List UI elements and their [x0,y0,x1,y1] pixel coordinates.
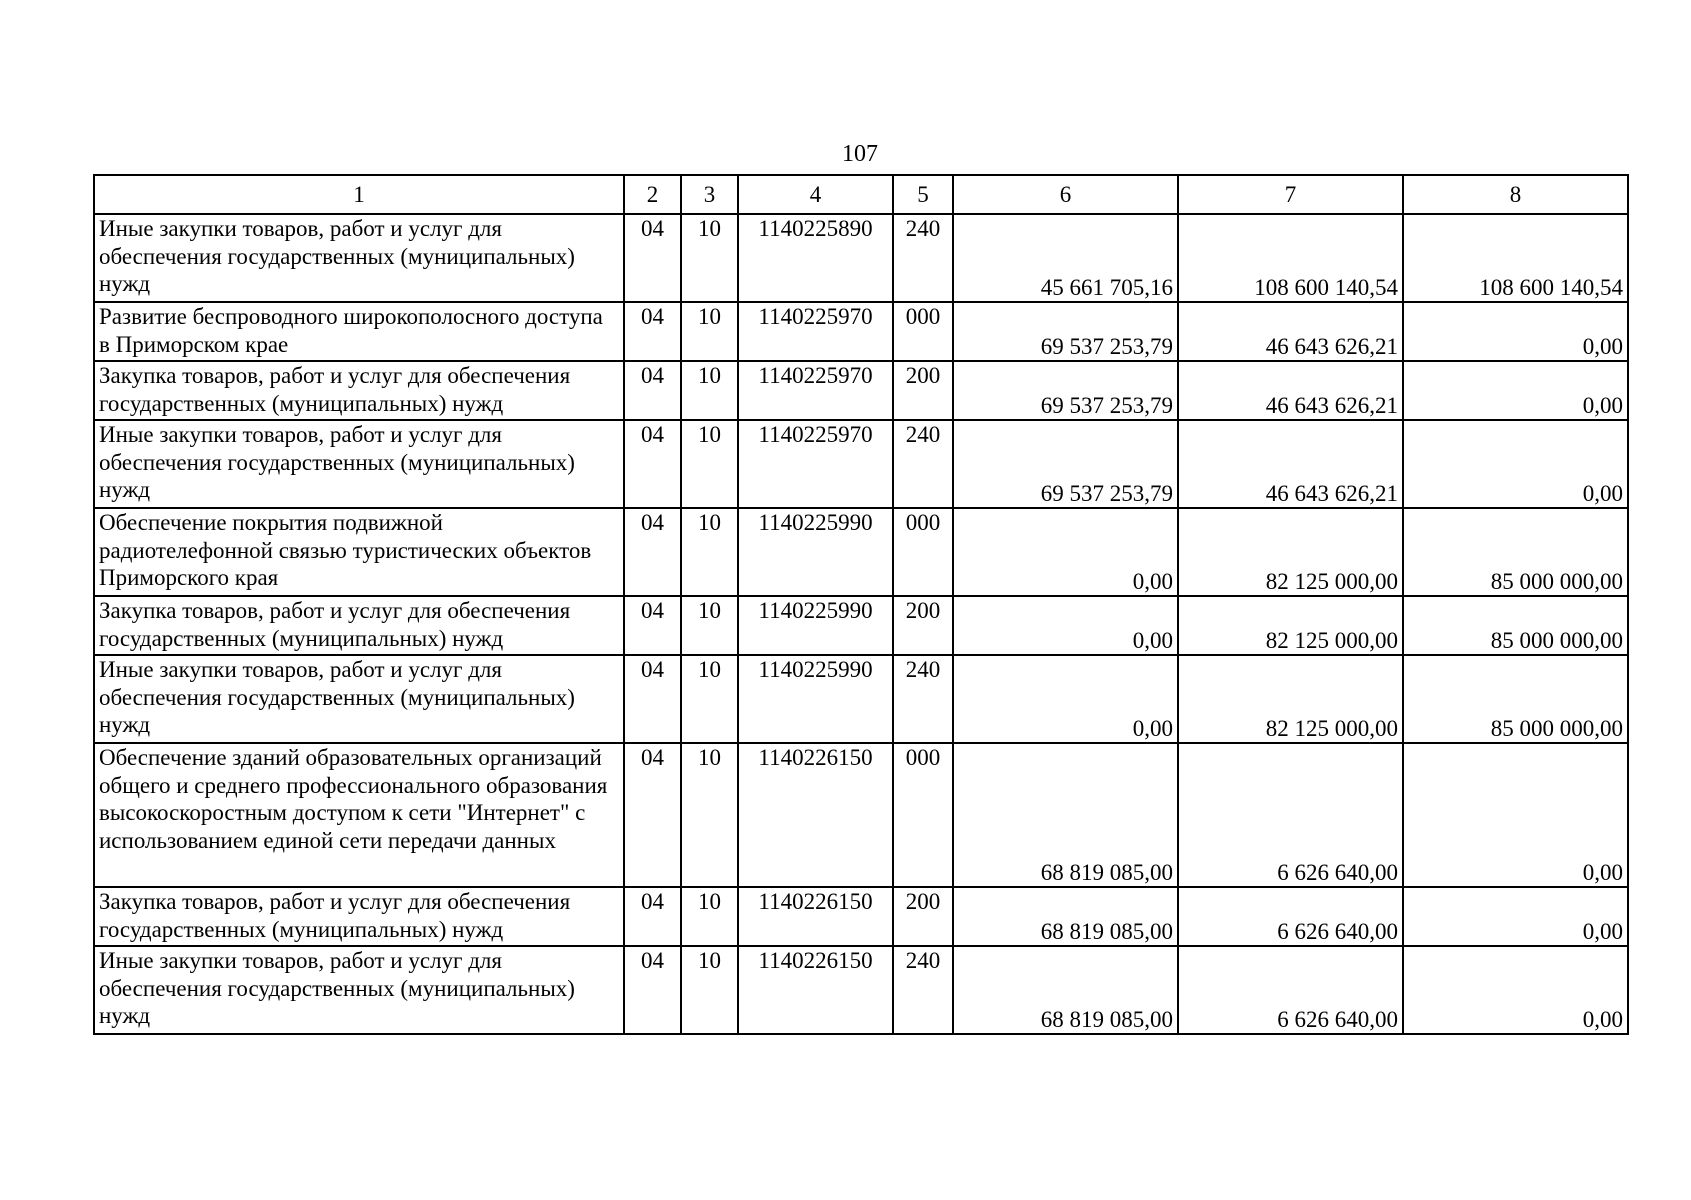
target-article-cell: 1140225970 [738,361,893,420]
column-header-3: 3 [681,175,738,214]
budget-table [93,174,1629,1035]
section-code-cell: 04 [624,743,681,887]
expense-type-cell: 240 [893,946,953,1034]
section-code-cell: 04 [624,420,681,508]
table-row [94,420,1628,508]
amount-col7-cell: 6 626 640,00 [1178,743,1403,887]
target-article-cell: 1140225890 [738,214,893,302]
expense-type-cell: 200 [893,361,953,420]
amount-col6-cell: 0,00 [953,596,1178,655]
row-name-cell: Обеспечение зданий образовательных организаций общего и среднего профессионального образования высокоскоростным доступом к сети "Интернет" с использованием единой сети передачи данных [94,743,624,887]
target-article-cell: 1140225970 [738,302,893,361]
row-name-cell: Иные закупки товаров, работ и услуг для обеспечения государственных (муниципальных) нужд [94,420,624,508]
row-name-cell: Развитие беспроводного широкополосного доступа в Приморском крае [94,302,624,361]
row-name-cell: Иные закупки товаров, работ и услуг для обеспечения государственных (муниципальных) нужд [94,655,624,743]
amount-col8-cell: 0,00 [1403,361,1628,420]
section-code-cell: 04 [624,946,681,1034]
amount-col7-cell: 82 125 000,00 [1178,655,1403,743]
subsection-code-cell: 10 [681,361,738,420]
amount-col8-cell: 108 600 140,54 [1403,214,1628,302]
table-row [94,596,1628,655]
section-code-cell: 04 [624,655,681,743]
section-code-cell: 04 [624,508,681,596]
amount-col8-cell: 85 000 000,00 [1403,655,1628,743]
table-row [94,214,1628,302]
amount-col8-cell: 85 000 000,00 [1403,596,1628,655]
target-article-cell: 1140226150 [738,743,893,887]
row-name-cell: Закупка товаров, работ и услуг для обеспечения государственных (муниципальных) нужд [94,596,624,655]
amount-col6-cell: 68 819 085,00 [953,743,1178,887]
expense-type-cell: 000 [893,508,953,596]
table-row [94,302,1628,361]
expense-type-cell: 200 [893,596,953,655]
subsection-code-cell: 10 [681,302,738,361]
row-name-cell: Обеспечение покрытия подвижной радиотелефонной связью туристических объектов Приморского края [94,508,624,596]
amount-col7-cell: 46 643 626,21 [1178,361,1403,420]
target-article-cell: 1140225990 [738,655,893,743]
column-header-2: 2 [624,175,681,214]
column-header-1: 1 [94,175,624,214]
expense-type-cell: 240 [893,420,953,508]
expense-type-cell: 000 [893,302,953,361]
amount-col7-cell: 108 600 140,54 [1178,214,1403,302]
expense-type-cell: 240 [893,655,953,743]
column-header-8: 8 [1403,175,1628,214]
subsection-code-cell: 10 [681,420,738,508]
amount-col8-cell: 0,00 [1403,887,1628,946]
amount-col7-cell: 46 643 626,21 [1178,302,1403,361]
section-code-cell: 04 [624,887,681,946]
subsection-code-cell: 10 [681,743,738,887]
amount-col6-cell: 69 537 253,79 [953,420,1178,508]
subsection-code-cell: 10 [681,946,738,1034]
amount-col7-cell: 6 626 640,00 [1178,887,1403,946]
target-article-cell: 1140226150 [738,946,893,1034]
target-article-cell: 1140225990 [738,596,893,655]
column-header-6: 6 [953,175,1178,214]
table-row [94,887,1628,946]
row-name-cell: Иные закупки товаров, работ и услуг для обеспечения государственных (муниципальных) нужд [94,214,624,302]
expense-type-cell: 240 [893,214,953,302]
table-row [94,361,1628,420]
section-code-cell: 04 [624,596,681,655]
target-article-cell: 1140225990 [738,508,893,596]
amount-col6-cell: 69 537 253,79 [953,361,1178,420]
amount-col8-cell: 0,00 [1403,743,1628,887]
header-row [94,175,1628,214]
target-article-cell: 1140225970 [738,420,893,508]
amount-col8-cell: 0,00 [1403,420,1628,508]
amount-col6-cell: 68 819 085,00 [953,946,1178,1034]
column-header-5: 5 [893,175,953,214]
amount-col6-cell: 0,00 [953,655,1178,743]
table-row [94,655,1628,743]
page-number: 107 [842,141,878,167]
row-name-cell: Закупка товаров, работ и услуг для обеспечения государственных (муниципальных) нужд [94,887,624,946]
section-code-cell: 04 [624,361,681,420]
amount-col7-cell: 82 125 000,00 [1178,596,1403,655]
column-header-7: 7 [1178,175,1403,214]
subsection-code-cell: 10 [681,655,738,743]
subsection-code-cell: 10 [681,508,738,596]
amount-col6-cell: 69 537 253,79 [953,302,1178,361]
subsection-code-cell: 10 [681,887,738,946]
expense-type-cell: 000 [893,743,953,887]
table-row [94,946,1628,1034]
subsection-code-cell: 10 [681,596,738,655]
column-header-4: 4 [738,175,893,214]
amount-col7-cell: 82 125 000,00 [1178,508,1403,596]
row-name-cell: Закупка товаров, работ и услуг для обеспечения государственных (муниципальных) нужд [94,361,624,420]
table-row [94,743,1628,887]
amount-col8-cell: 85 000 000,00 [1403,508,1628,596]
amount-col6-cell: 0,00 [953,508,1178,596]
amount-col7-cell: 6 626 640,00 [1178,946,1403,1034]
row-name-cell: Иные закупки товаров, работ и услуг для обеспечения государственных (муниципальных) нужд [94,946,624,1034]
amount-col6-cell: 45 661 705,16 [953,214,1178,302]
target-article-cell: 1140226150 [738,887,893,946]
expense-type-cell: 200 [893,887,953,946]
table-row [94,508,1628,596]
section-code-cell: 04 [624,302,681,361]
amount-col6-cell: 68 819 085,00 [953,887,1178,946]
amount-col7-cell: 46 643 626,21 [1178,420,1403,508]
subsection-code-cell: 10 [681,214,738,302]
section-code-cell: 04 [624,214,681,302]
amount-col8-cell: 0,00 [1403,946,1628,1034]
amount-col8-cell: 0,00 [1403,302,1628,361]
